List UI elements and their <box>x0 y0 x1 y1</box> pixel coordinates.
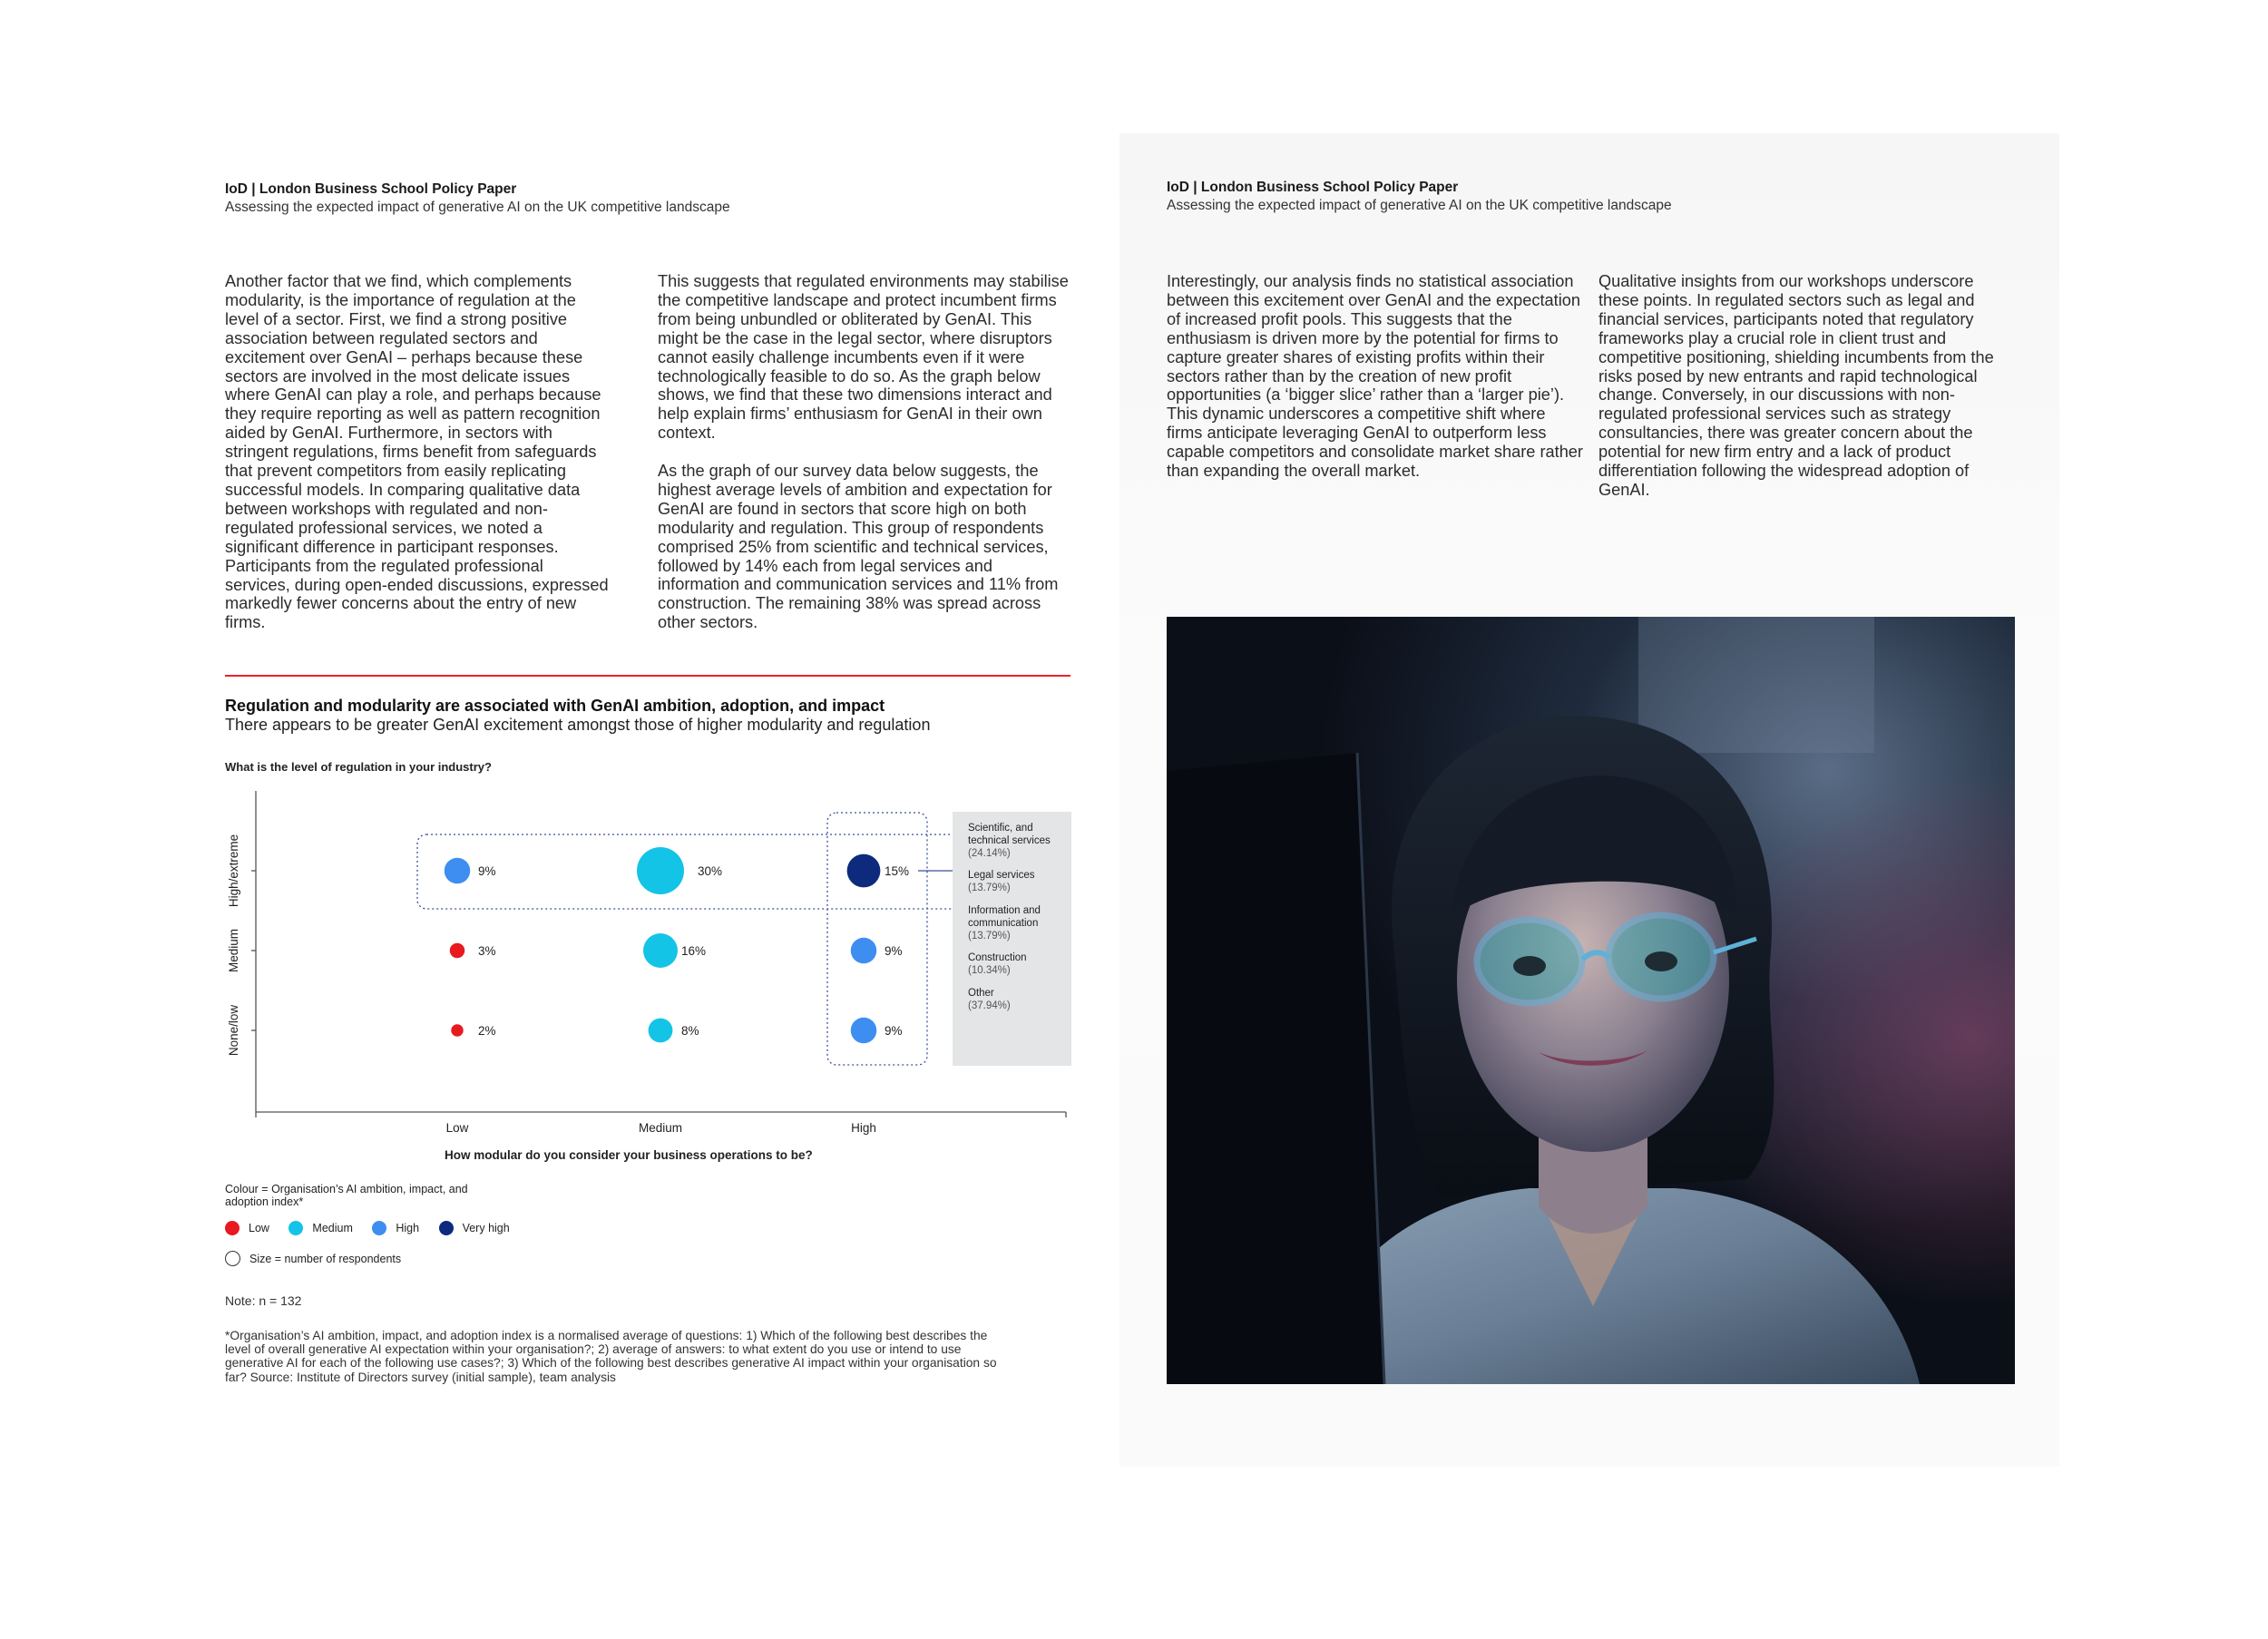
legend-very-high <box>439 1221 510 1235</box>
legend-label: Medium <box>312 1222 353 1234</box>
legend-dot-high <box>372 1221 386 1235</box>
bubble-label: 30% <box>698 864 723 878</box>
bubble-point <box>450 943 464 958</box>
color-legend <box>225 1221 510 1238</box>
sector-percent: (37.94%) <box>968 1000 1011 1011</box>
bubble-label: 3% <box>478 944 496 958</box>
x-tick-label: Medium <box>638 1121 683 1135</box>
legend-low <box>225 1221 269 1235</box>
legend-label: Low <box>249 1222 269 1234</box>
sector-name: Legal services <box>968 870 1035 882</box>
bubble-point <box>637 847 684 894</box>
right-header-title: IoD | London Business School Policy Paper <box>1167 180 1459 195</box>
bubble-label: 15% <box>885 864 910 878</box>
sector-item <box>968 823 1070 860</box>
size-legend-circle-icon <box>225 1251 240 1266</box>
size-legend <box>225 1251 401 1266</box>
y-tick-label: None/low <box>227 1004 240 1057</box>
left-header-subtitle: Assessing the expected impact of generative AI on the UK competitive landscape <box>225 200 730 215</box>
photo-illustration <box>1167 617 2015 1384</box>
bubble-label: 9% <box>885 1024 903 1038</box>
figure-title: Regulation and modularity are associated with GenAI ambition, adoption, and impact <box>225 697 885 715</box>
sector-item <box>968 905 1070 942</box>
photo-woman-with-glasses <box>1167 617 2015 1384</box>
note: Note: n = 132 <box>225 1293 302 1308</box>
sector-percent: (13.79%) <box>968 930 1011 941</box>
legend-title: Colour = Organisation’s AI ambition, impact, and adoption index* <box>225 1183 468 1208</box>
x-tick-label: High <box>851 1121 876 1135</box>
sector-name: Other <box>968 987 994 999</box>
sector-name: Construction <box>968 952 1027 964</box>
high-modularity-highlight-box <box>827 813 927 1065</box>
bubble-point <box>451 1024 463 1036</box>
legend-dot-very-high <box>439 1221 454 1235</box>
paragraph: Qualitative insights from our workshops underscore these points. In regulated sectors such as legal and financial services, participants noted that regulatory frameworks play a crucial role in client trust and competitive positioning, shielding incumbents from the risks posed by new entrants and rapid technological change. Conversely, in our discussions with non-regulated professional services such as strategy consultancies, there was greater concern about the potential for new firm entry and a lack of product differentiation following the widespread adoption of GenAI. <box>1598 272 1994 499</box>
legend-label: High <box>396 1222 420 1234</box>
sector-item <box>968 952 1070 978</box>
sector-percent: (10.34%) <box>968 965 1011 977</box>
paragraph: As the graph of our survey data below suggests, the highest average levels of ambition and expectation for GenAI are found in sectors that score high on both modularity and regulation. This group of respondents comprised 25% from scientific and technical services, followed by 14% each from legal services and information and communication services and 11% from construction. The remaining 38% was spread across other sectors. <box>658 462 1059 632</box>
bubble-point <box>851 1018 876 1043</box>
y-axis-question: What is the level of regulation in your industry? <box>225 760 492 774</box>
paragraph: Interestingly, our analysis finds no statistical association between this excitement over GenAI and the expectation of increased profit pools. This suggests that the enthusiasm is driven more by the potential for firms to capture greater shares of existing profits within their sectors rather than by the creation of new profit opportunities (a ‘bigger slice’ rather than a ‘larger pie’). This dynamic underscores a competitive shift where firms anticipate leveraging GenAI to outperform less capable competitors and consolidate market share rather than expanding the overall market. <box>1167 272 1583 481</box>
legend-high <box>372 1221 419 1235</box>
y-tick-label: Medium <box>227 928 240 973</box>
y-tick-label: High/extreme <box>227 834 240 908</box>
figure-subtitle: There appears to be greater GenAI excitement amongst those of higher modularity and regulation <box>225 716 931 734</box>
legend-dot-low <box>225 1221 240 1235</box>
sector-name: Scientific, and technical services <box>968 823 1051 846</box>
right-header-subtitle: Assessing the expected impact of generative AI on the UK competitive landscape <box>1167 198 1672 213</box>
sector-item <box>968 870 1070 895</box>
legend-label: Very high <box>462 1222 510 1234</box>
sector-percent: (13.79%) <box>968 883 1011 894</box>
legend-dot-medium <box>288 1221 303 1235</box>
left-header-title: IoD | London Business School Policy Paper <box>225 181 517 197</box>
size-legend-label: Size = number of respondents <box>249 1252 402 1265</box>
bubble-label: 9% <box>885 944 903 958</box>
right-body-column-1 <box>1167 272 1584 481</box>
bubble-label: 16% <box>681 944 707 958</box>
bubble-point <box>445 858 470 883</box>
bubble-label: 9% <box>478 864 496 878</box>
sector-breakdown-panel <box>953 812 1071 1066</box>
legend-medium <box>288 1221 352 1235</box>
sector-item <box>968 988 1070 1013</box>
paragraph: Another factor that we find, which complements modularity, is the importance of regulation at the level of a sector. First, we find a strong positive association between regulated sectors and excitement over GenAI – perhaps because these sectors are involved in the most delicate issues where GenAI can play a role, and perhaps because they require reporting as well as pattern recognition aided by GenAI. Furthermore, in sectors with stringent regulations, firms benefit from safeguards that prevent competitors from easily replicating successful models. In comparing qualitative data between workshops with regulated and non-regulated professional services, we noted a significant difference in participant responses. Participants from the regulated professional services, during open-ended discussions, expressed markedly fewer concerns about the entry of new firms. <box>225 272 609 632</box>
sector-percent: (24.14%) <box>968 847 1011 859</box>
bubble-point <box>847 854 881 888</box>
bubble-point <box>643 933 678 968</box>
x-axis-question: How modular do you consider your business operations to be? <box>445 1148 813 1162</box>
bubble-point <box>649 1019 673 1043</box>
footnote: *Organisation’s AI ambition, impact, and adoption index is a normalised average of questions: 1) Which of the following best describes the level of overall generative AI expectation within your organisation?; 2) average of answers: to what extent do you use or intend to use generative AI for each of the following use cases?; 3) Which of the following best describes generative AI impact within your organisation so far? Source: Institute of Directors survey (initial sample), team analysis <box>225 1329 997 1384</box>
x-tick-label: Low <box>445 1121 469 1135</box>
sector-name: Information and communication <box>968 904 1041 929</box>
paragraph: This suggests that regulated environments may stabilise the competitive landscape and protect incumbent firms from being unbundled or obliterated by GenAI. This might be the case in the legal sector, where disruptors cannot easily challenge incumbents even if it were technologically feasible to do so. As the graph below shows, we find that these two dimensions interact and help explain firms’ enthusiasm for GenAI in their own context. <box>658 272 1069 443</box>
bubble-label: 8% <box>681 1024 699 1038</box>
right-body-column-2 <box>1598 272 2016 500</box>
bubble-point <box>851 938 876 963</box>
bubble-label: 2% <box>478 1024 496 1038</box>
